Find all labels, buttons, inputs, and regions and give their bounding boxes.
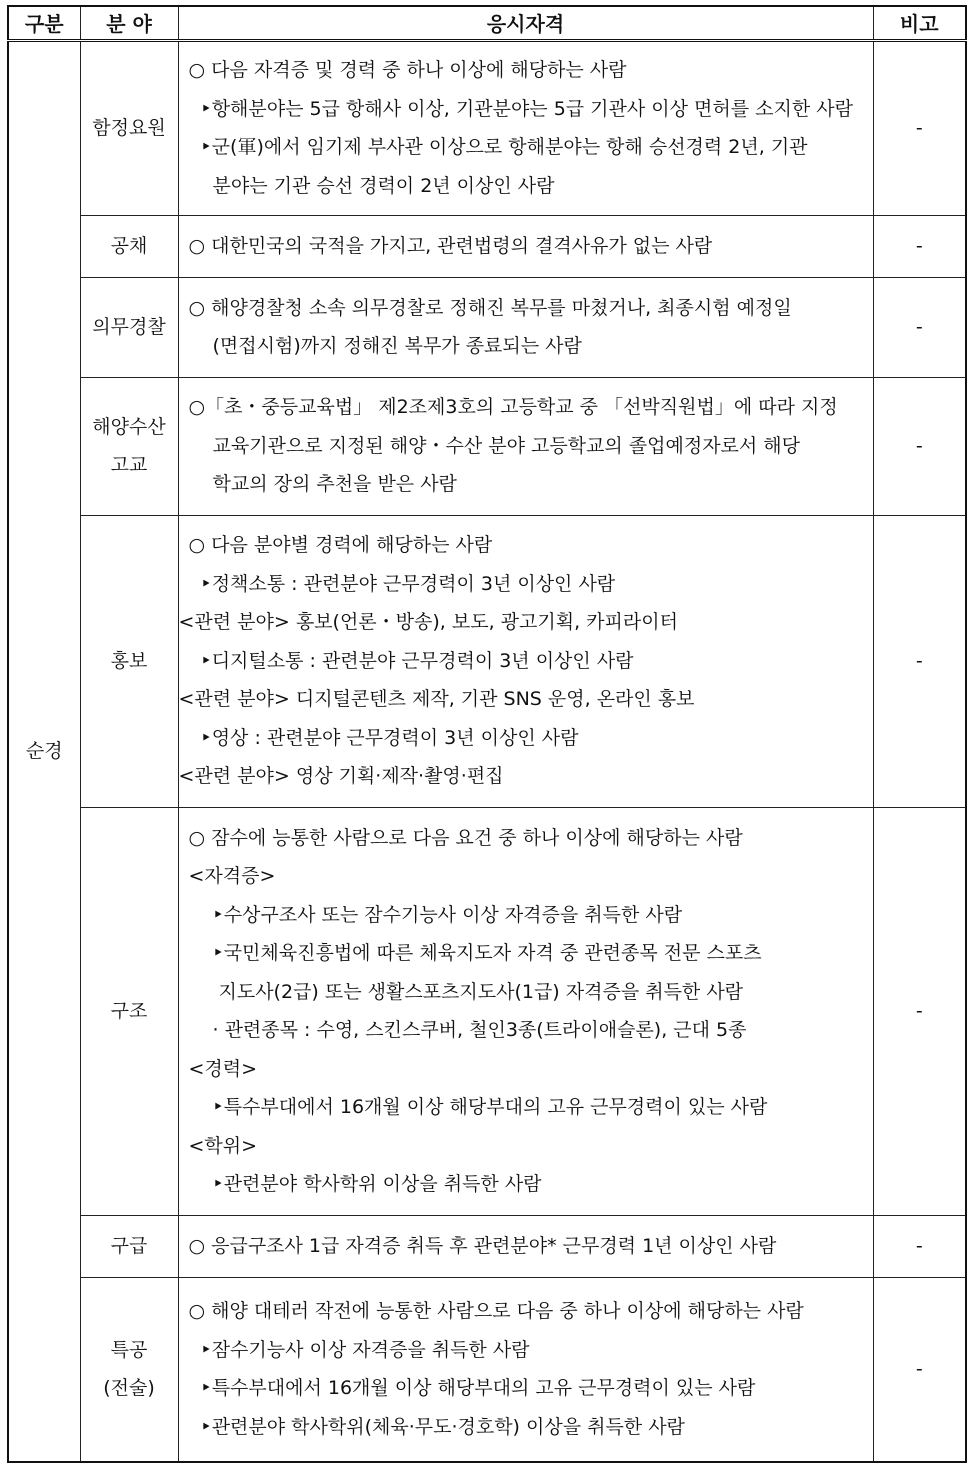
qualification-line: 분야는 기관 승선 경력이 2년 이상인 사람 [212,174,555,197]
qualification-line: ○ 응급구조사 1급 자격증 취득 후 관련분야* 근무경력 1년 이상인 사람 [188,1234,777,1257]
field-label: 공채 [110,235,148,257]
field-label: 해양수산 [92,416,166,438]
table-row [8,1215,966,1277]
qualification-line: ○ 해양 대테러 작전에 능통한 사람으로 다음 중 하나 이상에 해당하는 사람 [188,1300,804,1323]
qualification-line: <경력> [188,1057,258,1080]
table-row [8,515,966,807]
table-row [8,807,966,1215]
qualification-line: ‣영상 : 관련분야 근무경력이 3년 이상인 사람 [200,726,579,749]
qualification-line: ‣특수부대에서 16개월 이상 해당부대의 고유 근무경력이 있는 사람 [212,1096,768,1118]
header-category: 구분 [8,6,80,40]
qualification-line: ‣특수부대에서 16개월 이상 해당부대의 고유 근무경력이 있는 사람 [200,1377,756,1400]
qualification-line: <관련 분야> 홍보(언론・방송), 보도, 광고기획, 카피라이터 [178,611,678,634]
field-cell [80,277,178,377]
note-cell: - [873,1215,966,1277]
qualification-cell [178,1215,873,1277]
qualification-cell [178,1277,873,1462]
field-cell [80,1215,178,1277]
field-cell [80,40,178,215]
table-row [8,1277,966,1462]
table-row [8,40,966,215]
qualification-line: ○ 대한민국의 국적을 가지고, 관련법령의 결격사유가 없는 사람 [188,234,713,257]
qualification-line: ‣항해분야는 5급 항해사 이상, 기관분야는 5급 기관사 이상 면허를 소지한 사람 [200,97,853,120]
qualification-cell [178,277,873,377]
qualification-line: ○ 다음 분야별 경력에 해당하는 사람 [188,534,493,557]
table-body [8,40,966,1462]
qualification-line: ‣수상구조사 또는 잠수기능사 이상 자격증을 취득한 사람 [212,903,683,926]
header-note: 비고 [873,6,966,40]
qualification-cell [178,40,873,215]
table-row [8,215,966,277]
field-cell [80,807,178,1215]
category-cell: 순경 [8,40,80,1462]
field-cell [80,377,178,515]
qualification-line: ‣잠수기능사 이상 자격증을 취득한 사람 [200,1338,530,1361]
field-label: 고교 [110,454,148,476]
table-row [8,377,966,515]
field-label: 함정요원 [92,117,166,139]
note-cell: - [873,215,966,277]
qualification-line: ○「초・중등교육법」 제2조제3호의 고등학교 중 「선박직원법」에 따라 지정 [188,396,838,419]
qualification-line: ‣정책소통 : 관련분야 근무경력이 3년 이상인 사람 [200,572,616,595]
field-cell [80,1277,178,1462]
field-label: 특공 [110,1339,148,1362]
header-qualification: 응시자격 [178,6,873,40]
note-cell: - [873,1277,966,1462]
field-label: (전술) [103,1377,155,1400]
note-cell: - [873,40,966,215]
qualification-cell [178,215,873,277]
header-row [8,6,966,40]
qualification-line: 지도사(2급) 또는 생활스포츠지도사(1급) 자격증을 취득한 사람 [218,980,744,1003]
field-cell [80,215,178,277]
header-field: 분 야 [80,6,178,40]
qualification-line: <관련 분야> 디지털콘텐츠 제작, 기관 SNS 운영, 온라인 홍보 [178,688,695,711]
field-label: 구급 [110,1235,148,1257]
qualification-line: <관련 분야> 영상 기획·제작·촬영·편집 [178,765,504,788]
table-row [8,277,966,377]
qualification-line: <학위> [188,1134,258,1157]
note-cell: - [873,377,966,515]
qualification-line: ○ 해양경찰청 소속 의무경찰로 정해진 복무를 마쳤거나, 최종시험 예정일 [188,296,792,319]
qualification-cell [178,807,873,1215]
qualification-cell [178,515,873,807]
qualification-line: ‣관련분야 학사학위 이상을 취득한 사람 [212,1173,542,1195]
qualification-cell [178,377,873,515]
qualification-line: ‣디지털소통 : 관련분야 근무경력이 3년 이상인 사람 [200,649,634,672]
qualification-line: ○ 잠수에 능통한 사람으로 다음 요건 중 하나 이상에 해당하는 사람 [188,826,743,849]
field-cell [80,515,178,807]
qualification-line: (면접시험)까지 정해진 복무가 종료되는 사람 [212,335,582,357]
qualification-line: 학교의 장의 추천을 받은 사람 [212,473,457,496]
qualification-line: ○ 다음 자격증 및 경력 중 하나 이상에 해당하는 사람 [188,59,627,81]
qualification-line: <자격증> [188,865,276,887]
qualification-line: · 관련종목 : 수영, 스킨스쿠버, 철인3종(트라이애슬론), 근대 5종 [212,1019,747,1041]
note-cell: - [873,515,966,807]
qualification-line: ‣군(軍)에서 임기제 부사관 이상으로 항해분야는 항해 승선경력 2년, 기관 [200,136,808,158]
qualification-line: 교육기관으로 지정된 해양・수산 분야 고등학교의 졸업예정자로서 해당 [212,434,801,457]
note-cell: - [873,277,966,377]
qualification-table [7,5,967,1463]
field-label: 홍보 [110,650,148,672]
field-label: 의무경찰 [92,316,166,338]
note-cell: - [873,807,966,1215]
qualification-line: ‣국민체육진흥법에 따른 체육지도자 자격 중 관련종목 전문 스포츠 [212,942,762,964]
qualification-line: ‣관련분야 학사학위(체육·무도·경호학) 이상을 취득한 사람 [200,1415,685,1438]
field-label: 구조 [110,1000,148,1022]
